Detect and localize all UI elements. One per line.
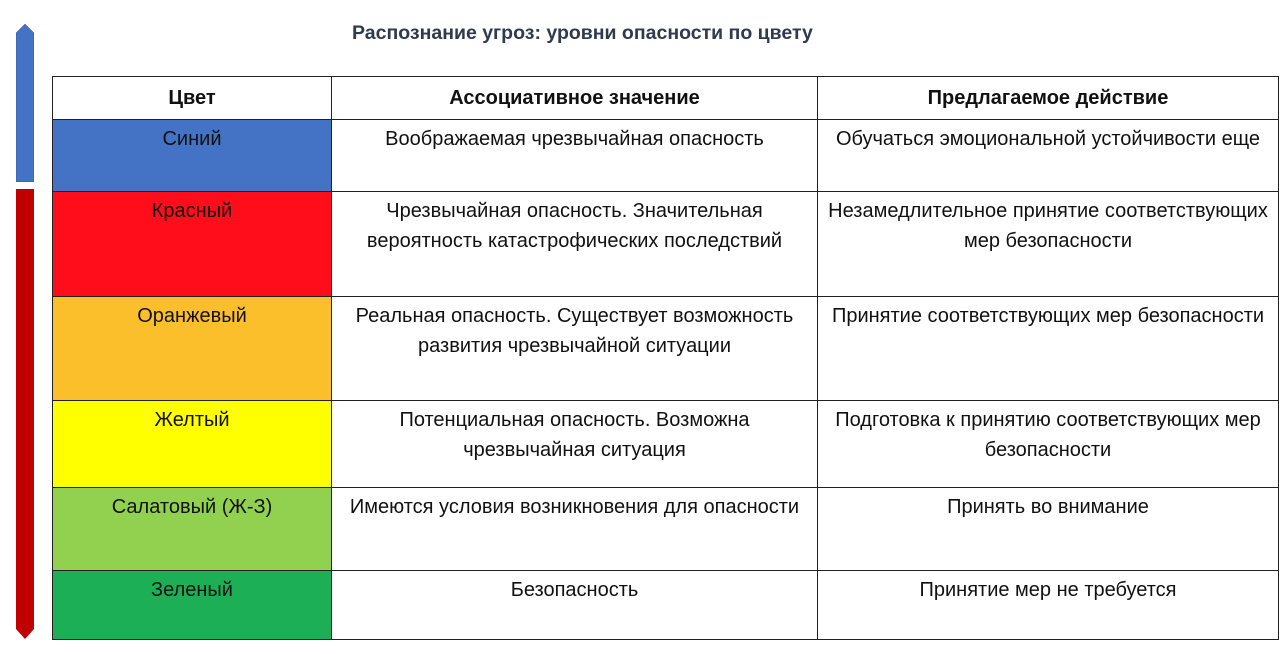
meaning-cell: Безопасность	[332, 571, 818, 640]
meaning-cell: Потенциальная опасность. Возможна чрезвычайная ситуация	[332, 401, 818, 488]
page-title: Распознание угроз: уровни опасности по цвету	[352, 22, 813, 44]
table-header-row	[53, 77, 1279, 120]
action-cell: Подготовка к принятию соответствующих мер безопасности	[818, 401, 1279, 488]
color-cell: Красный	[53, 192, 332, 297]
arrow-up-icon	[16, 24, 34, 182]
action-cell: Принятие соответствующих мер безопасности	[818, 297, 1279, 401]
arrow-down-icon	[16, 189, 34, 639]
table-row	[53, 488, 1279, 571]
color-cell: Синий	[53, 120, 332, 192]
table-row	[53, 120, 1279, 192]
action-cell: Принятие мер не требуется	[818, 571, 1279, 640]
meaning-cell: Реальная опасность. Существует возможность развития чрезвычайной ситуации	[332, 297, 818, 401]
meaning-cell: Воображаемая чрезвычайная опасность	[332, 120, 818, 192]
color-cell: Салатовый (Ж-З)	[53, 488, 332, 571]
threat-levels-table	[52, 76, 1279, 640]
table-row	[53, 401, 1279, 488]
table-row	[53, 571, 1279, 640]
header-meaning: Ассоциативное значение	[332, 77, 818, 120]
color-cell: Зеленый	[53, 571, 332, 640]
meaning-cell: Имеются условия возникновения для опасности	[332, 488, 818, 571]
action-cell: Обучаться эмоциональной устойчивости еще	[818, 120, 1279, 192]
action-cell: Принять во внимание	[818, 488, 1279, 571]
header-color: Цвет	[53, 77, 332, 120]
color-cell: Оранжевый	[53, 297, 332, 401]
table-row	[53, 297, 1279, 401]
table-row	[53, 192, 1279, 297]
color-cell: Желтый	[53, 401, 332, 488]
header-action: Предлагаемое действие	[818, 77, 1279, 120]
action-cell: Незамедлительное принятие соответствующих мер безопасности	[818, 192, 1279, 297]
meaning-cell: Чрезвычайная опасность. Значительная вероятность катастрофических последствий	[332, 192, 818, 297]
